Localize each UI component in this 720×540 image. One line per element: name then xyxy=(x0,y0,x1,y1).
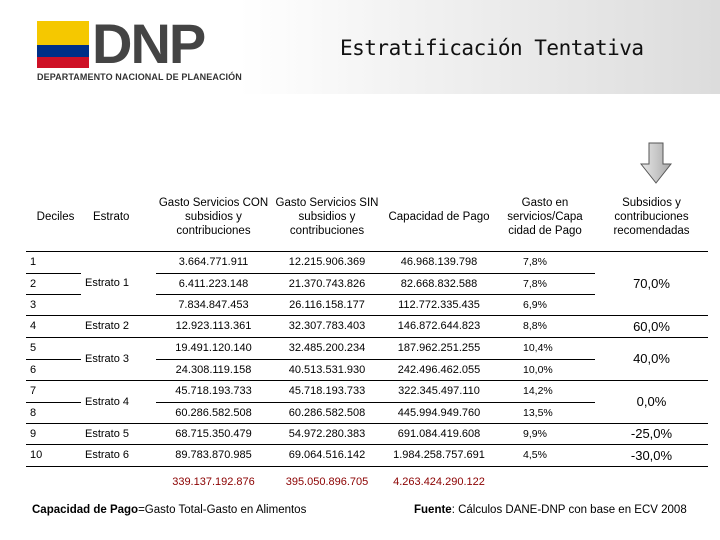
table-row xyxy=(26,315,708,337)
decil-cell: 8 xyxy=(26,402,81,423)
capacidad-cell: 1.984.258.757.691 xyxy=(383,444,495,466)
estrato-cell: Estrato 3 xyxy=(81,337,156,380)
col-header-estrato: Estrato xyxy=(93,210,130,223)
col-header-ratio: Gasto en servicios/Capa cidad de Pago xyxy=(507,196,583,237)
totals-spacer xyxy=(26,466,81,492)
gasto-sin-cell: 21.370.743.826 xyxy=(271,273,383,294)
gasto-con-cell: 3.664.771.911 xyxy=(156,251,271,273)
capacidad-cell: 322.345.497.110 xyxy=(383,380,495,402)
gasto-con-cell: 45.718.193.733 xyxy=(156,380,271,402)
table-header-row xyxy=(26,183,708,251)
down-arrow-icon xyxy=(640,142,672,184)
gasto-con-cell: 6.411.223.148 xyxy=(156,273,271,294)
capacidad-cell: 187.962.251.255 xyxy=(383,337,495,359)
decil-cell: 9 xyxy=(26,423,81,444)
ratio-cell: 7,8% xyxy=(495,273,595,294)
ratio-cell: 4,5% xyxy=(495,444,595,466)
totals-spacer xyxy=(81,466,156,492)
subsidio-cell: 70,0% xyxy=(595,251,708,315)
gasto-con-cell: 68.715.350.479 xyxy=(156,423,271,444)
ratio-cell: 9,9% xyxy=(495,423,595,444)
subsidio-cell: -30,0% xyxy=(595,444,708,466)
colombia-flag-icon xyxy=(37,21,89,68)
ratio-cell: 10,0% xyxy=(495,359,595,380)
gasto-con-cell: 60.286.582.508 xyxy=(156,402,271,423)
totals-spacer xyxy=(595,466,708,492)
dnp-logo: DNP xyxy=(92,12,205,75)
table-row xyxy=(26,444,708,466)
decil-cell: 3 xyxy=(26,294,81,315)
col-header-capacidad: Capacidad de Pago xyxy=(388,210,490,223)
gasto-con-cell: 24.308.119.158 xyxy=(156,359,271,380)
capacidad-cell: 146.872.644.823 xyxy=(383,315,495,337)
footnote-text: =Gasto Total-Gasto en Alimentos xyxy=(138,504,307,516)
footnote-source xyxy=(414,504,687,516)
table-row xyxy=(26,380,708,402)
decil-cell: 1 xyxy=(26,251,81,273)
logo-subtitle: DEPARTAMENTO NACIONAL DE PLANEACIÓN xyxy=(37,72,242,82)
capacidad-cell: 691.084.419.608 xyxy=(383,423,495,444)
estrato-cell: Estrato 4 xyxy=(81,380,156,423)
ratio-cell: 14,2% xyxy=(495,380,595,402)
totals-row xyxy=(26,466,708,492)
gasto-sin-cell: 40.513.531.930 xyxy=(271,359,383,380)
subsidio-cell: 40,0% xyxy=(595,337,708,380)
stratification-table xyxy=(26,183,708,492)
decil-cell: 5 xyxy=(26,337,81,359)
total-capacidad: 4.263.424.290.122 xyxy=(383,466,495,492)
footnote-label: Capacidad de Pago xyxy=(32,504,139,516)
col-header-gasto-sin: Gasto Servicios SIN subsidios y contribuciones xyxy=(275,196,379,237)
table-row xyxy=(26,251,708,273)
decil-cell: 10 xyxy=(26,444,81,466)
total-gasto-con: 339.137.192.876 xyxy=(156,466,271,492)
source-label: Fuente xyxy=(414,504,452,516)
ratio-cell: 6,9% xyxy=(495,294,595,315)
gasto-con-cell: 7.834.847.453 xyxy=(156,294,271,315)
gasto-con-cell: 12.923.113.361 xyxy=(156,315,271,337)
source-text: : Cálculos DANE-DNP con base en ECV 2008 xyxy=(451,504,687,516)
gasto-sin-cell: 54.972.280.383 xyxy=(271,423,383,444)
decil-cell: 6 xyxy=(26,359,81,380)
gasto-con-cell: 89.783.870.985 xyxy=(156,444,271,466)
subsidio-cell: 0,0% xyxy=(595,380,708,423)
ratio-cell: 13,5% xyxy=(495,402,595,423)
gasto-sin-cell: 69.064.516.142 xyxy=(271,444,383,466)
col-header-subsidios: Subsidios y contribuciones recomendadas xyxy=(613,196,690,237)
estrato-cell: Estrato 6 xyxy=(81,444,156,466)
ratio-cell: 8,8% xyxy=(495,315,595,337)
gasto-sin-cell: 26.116.158.177 xyxy=(271,294,383,315)
table-row xyxy=(26,423,708,444)
footnote-capacidad xyxy=(32,504,306,516)
col-header-deciles: Deciles xyxy=(36,210,75,223)
estrato-cell: Estrato 1 xyxy=(81,251,156,315)
gasto-sin-cell: 32.485.200.234 xyxy=(271,337,383,359)
gasto-sin-cell: 45.718.193.733 xyxy=(271,380,383,402)
page-title: Estratificación Tentativa xyxy=(340,36,644,60)
estrato-cell: Estrato 2 xyxy=(81,315,156,337)
header-banner xyxy=(0,0,720,94)
capacidad-cell: 46.968.139.798 xyxy=(383,251,495,273)
subsidio-cell: -25,0% xyxy=(595,423,708,444)
gasto-sin-cell: 12.215.906.369 xyxy=(271,251,383,273)
decil-cell: 4 xyxy=(26,315,81,337)
decil-cell: 7 xyxy=(26,380,81,402)
capacidad-cell: 445.994.949.760 xyxy=(383,402,495,423)
table-row xyxy=(26,337,708,359)
decil-cell: 2 xyxy=(26,273,81,294)
col-header-gasto-con: Gasto Servicios CON subsidios y contribuciones xyxy=(158,196,269,237)
capacidad-cell: 82.668.832.588 xyxy=(383,273,495,294)
subsidio-cell: 60,0% xyxy=(595,315,708,337)
ratio-cell: 10,4% xyxy=(495,337,595,359)
totals-spacer xyxy=(495,466,595,492)
capacidad-cell: 112.772.335.435 xyxy=(383,294,495,315)
estrato-cell: Estrato 5 xyxy=(81,423,156,444)
ratio-cell: 7,8% xyxy=(495,251,595,273)
total-gasto-sin: 395.050.896.705 xyxy=(271,466,383,492)
capacidad-cell: 242.496.462.055 xyxy=(383,359,495,380)
gasto-con-cell: 19.491.120.140 xyxy=(156,337,271,359)
gasto-sin-cell: 32.307.783.403 xyxy=(271,315,383,337)
gasto-sin-cell: 60.286.582.508 xyxy=(271,402,383,423)
